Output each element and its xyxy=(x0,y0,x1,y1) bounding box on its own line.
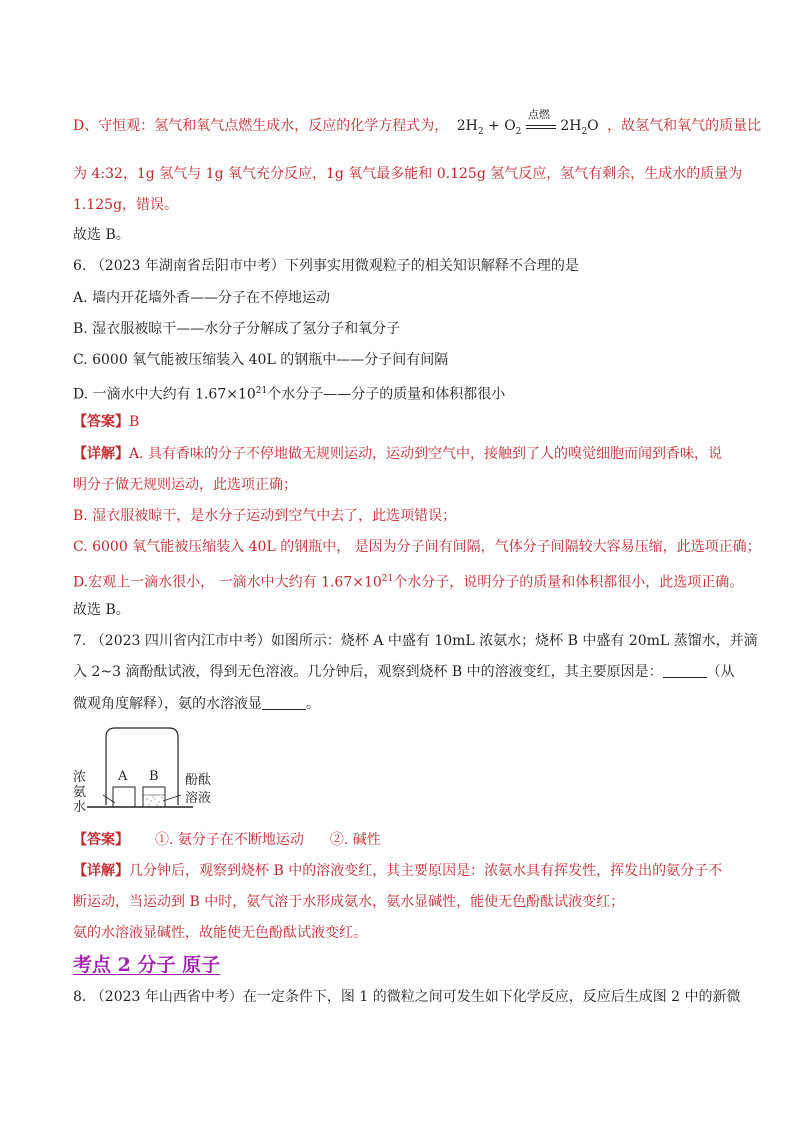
beaker-b-label: B xyxy=(149,769,159,784)
section-heading: 考点 2 分子 原子 xyxy=(73,954,221,976)
figure-label-solution: 溶液 xyxy=(185,791,212,806)
q6-option-b: B. 湿衣服被晾干——水分子分解成了氢分子和氧分子 xyxy=(73,321,401,337)
question-7-line2: 入 2~3 滴酚酞试液，得到无色溶液。几分钟后，观察到烧杯 B 中的溶液变红，其主要原因是： （从 xyxy=(73,664,735,680)
figure-label-ammonia-3: 水 xyxy=(73,800,87,815)
conclusion-q6: 故选 B。 xyxy=(73,602,130,618)
q6-option-d: D. 一滴水中大约有 $1.67\times 10^{21}$个水分子——分子的质量和体积都很小 xyxy=(73,386,506,403)
question-6: 6. （2023 年湖南省岳阳市中考）下列事实用微观粒子的相关知识解释不合理的是 xyxy=(73,258,579,274)
q6-detail-3: B. 湿衣服被晾干，是水分子运动到空气中去了，此选项错误； xyxy=(73,508,457,524)
q6-option-a: A. 墙内开花墙外香——分子在不停地运动 xyxy=(73,290,331,306)
conclusion-q5: 故选 B。 xyxy=(73,227,130,243)
q7-answer: 【答案】 ①. 氨分子在不断地运动 ②. 碱性 xyxy=(73,832,381,848)
answer-blank-1 xyxy=(663,663,707,678)
option-d-line2: 为 4:32，1g 氢气与 1g 氧气充分反应，1g 氧气最多能和 0.125g 氢气反应，氢气有剩余，生成水的质量为 xyxy=(73,166,743,182)
q6-detail-2: 明分子做无规则运动，此选项正确； xyxy=(73,477,297,493)
q7-detail-1: 【详解】几分钟后，观察到烧杯 B 中的溶液变红，其主要原因是：浓氨水具有挥发性，挥发出的氨分子不 xyxy=(73,863,723,879)
q6-detail-1: 【详解】A. 具有香味的分子不停地做无规则运动，运动到空气中，接触到了人的嗅觉细胞而闻到香味，说 xyxy=(73,446,723,462)
chemical-equation: $2H_2 + O_2$ 点燃 $2H_2O$ xyxy=(456,108,599,137)
ammonia-diffusion-figure xyxy=(73,725,223,815)
q6-option-c: C. 6000 氧气能被压缩装入 40L 的钢瓶中——分子间有间隔 xyxy=(73,352,449,368)
question-7-line1: 7. （2023 四川省内江市中考）如图所示：烧杯 A 中盛有 10mL 浓氨水；烧杯 B 中盛有 20mL 蒸馏水，并滴 xyxy=(73,633,758,649)
figure-label-phenolphthalein: 酚酞 xyxy=(185,773,212,788)
answer-blank-2 xyxy=(262,695,306,710)
figure-label-ammonia-2: 氨 xyxy=(73,785,87,800)
option-d-line3: 1.125g，错误。 xyxy=(73,197,179,213)
figure-label-ammonia-1: 浓 xyxy=(73,770,87,785)
reaction-arrow: 点燃 xyxy=(526,119,556,133)
q7-detail-3: 氨的水溶液显碱性，故能使无色酚酞试液变红。 xyxy=(73,925,367,941)
option-d-line1: D、守恒观：氢气和氧气点燃生成水，反应的化学方程式为， $2H_2 + O_2$ 点燃 $2H_2O$ ，故氢气和氧气的质量比 xyxy=(73,116,761,142)
beaker-a-label: A xyxy=(118,769,128,784)
q6-answer: 【答案】B xyxy=(73,414,140,430)
q6-detail-4: C. 6000 氧气能被压缩装入 40L 的钢瓶中， 是因为分子间有间隔，气体分子间隔较大容易压缩，此选项正确； xyxy=(73,539,761,555)
question-8: 8. （2023 年山西省中考）在一定条件下，图 1 的微粒之间可发生如下化学反应，反应后生成图 2 中的新微 xyxy=(73,989,741,1005)
question-7-line3: 微观角度解释），氨的水溶液显 。 xyxy=(73,696,320,712)
q6-detail-5: D.宏观上一滴水很小， 一滴水中大约有 $1.67\times 10^{21}$个水分子，说明分子的质量和体积都很小，此选项正确。 xyxy=(73,574,744,591)
q7-detail-2: 断运动，当运动到 B 中时，氨气溶于水形成氨水，氨水显碱性，能使无色酚酞试液变红； xyxy=(73,894,625,910)
